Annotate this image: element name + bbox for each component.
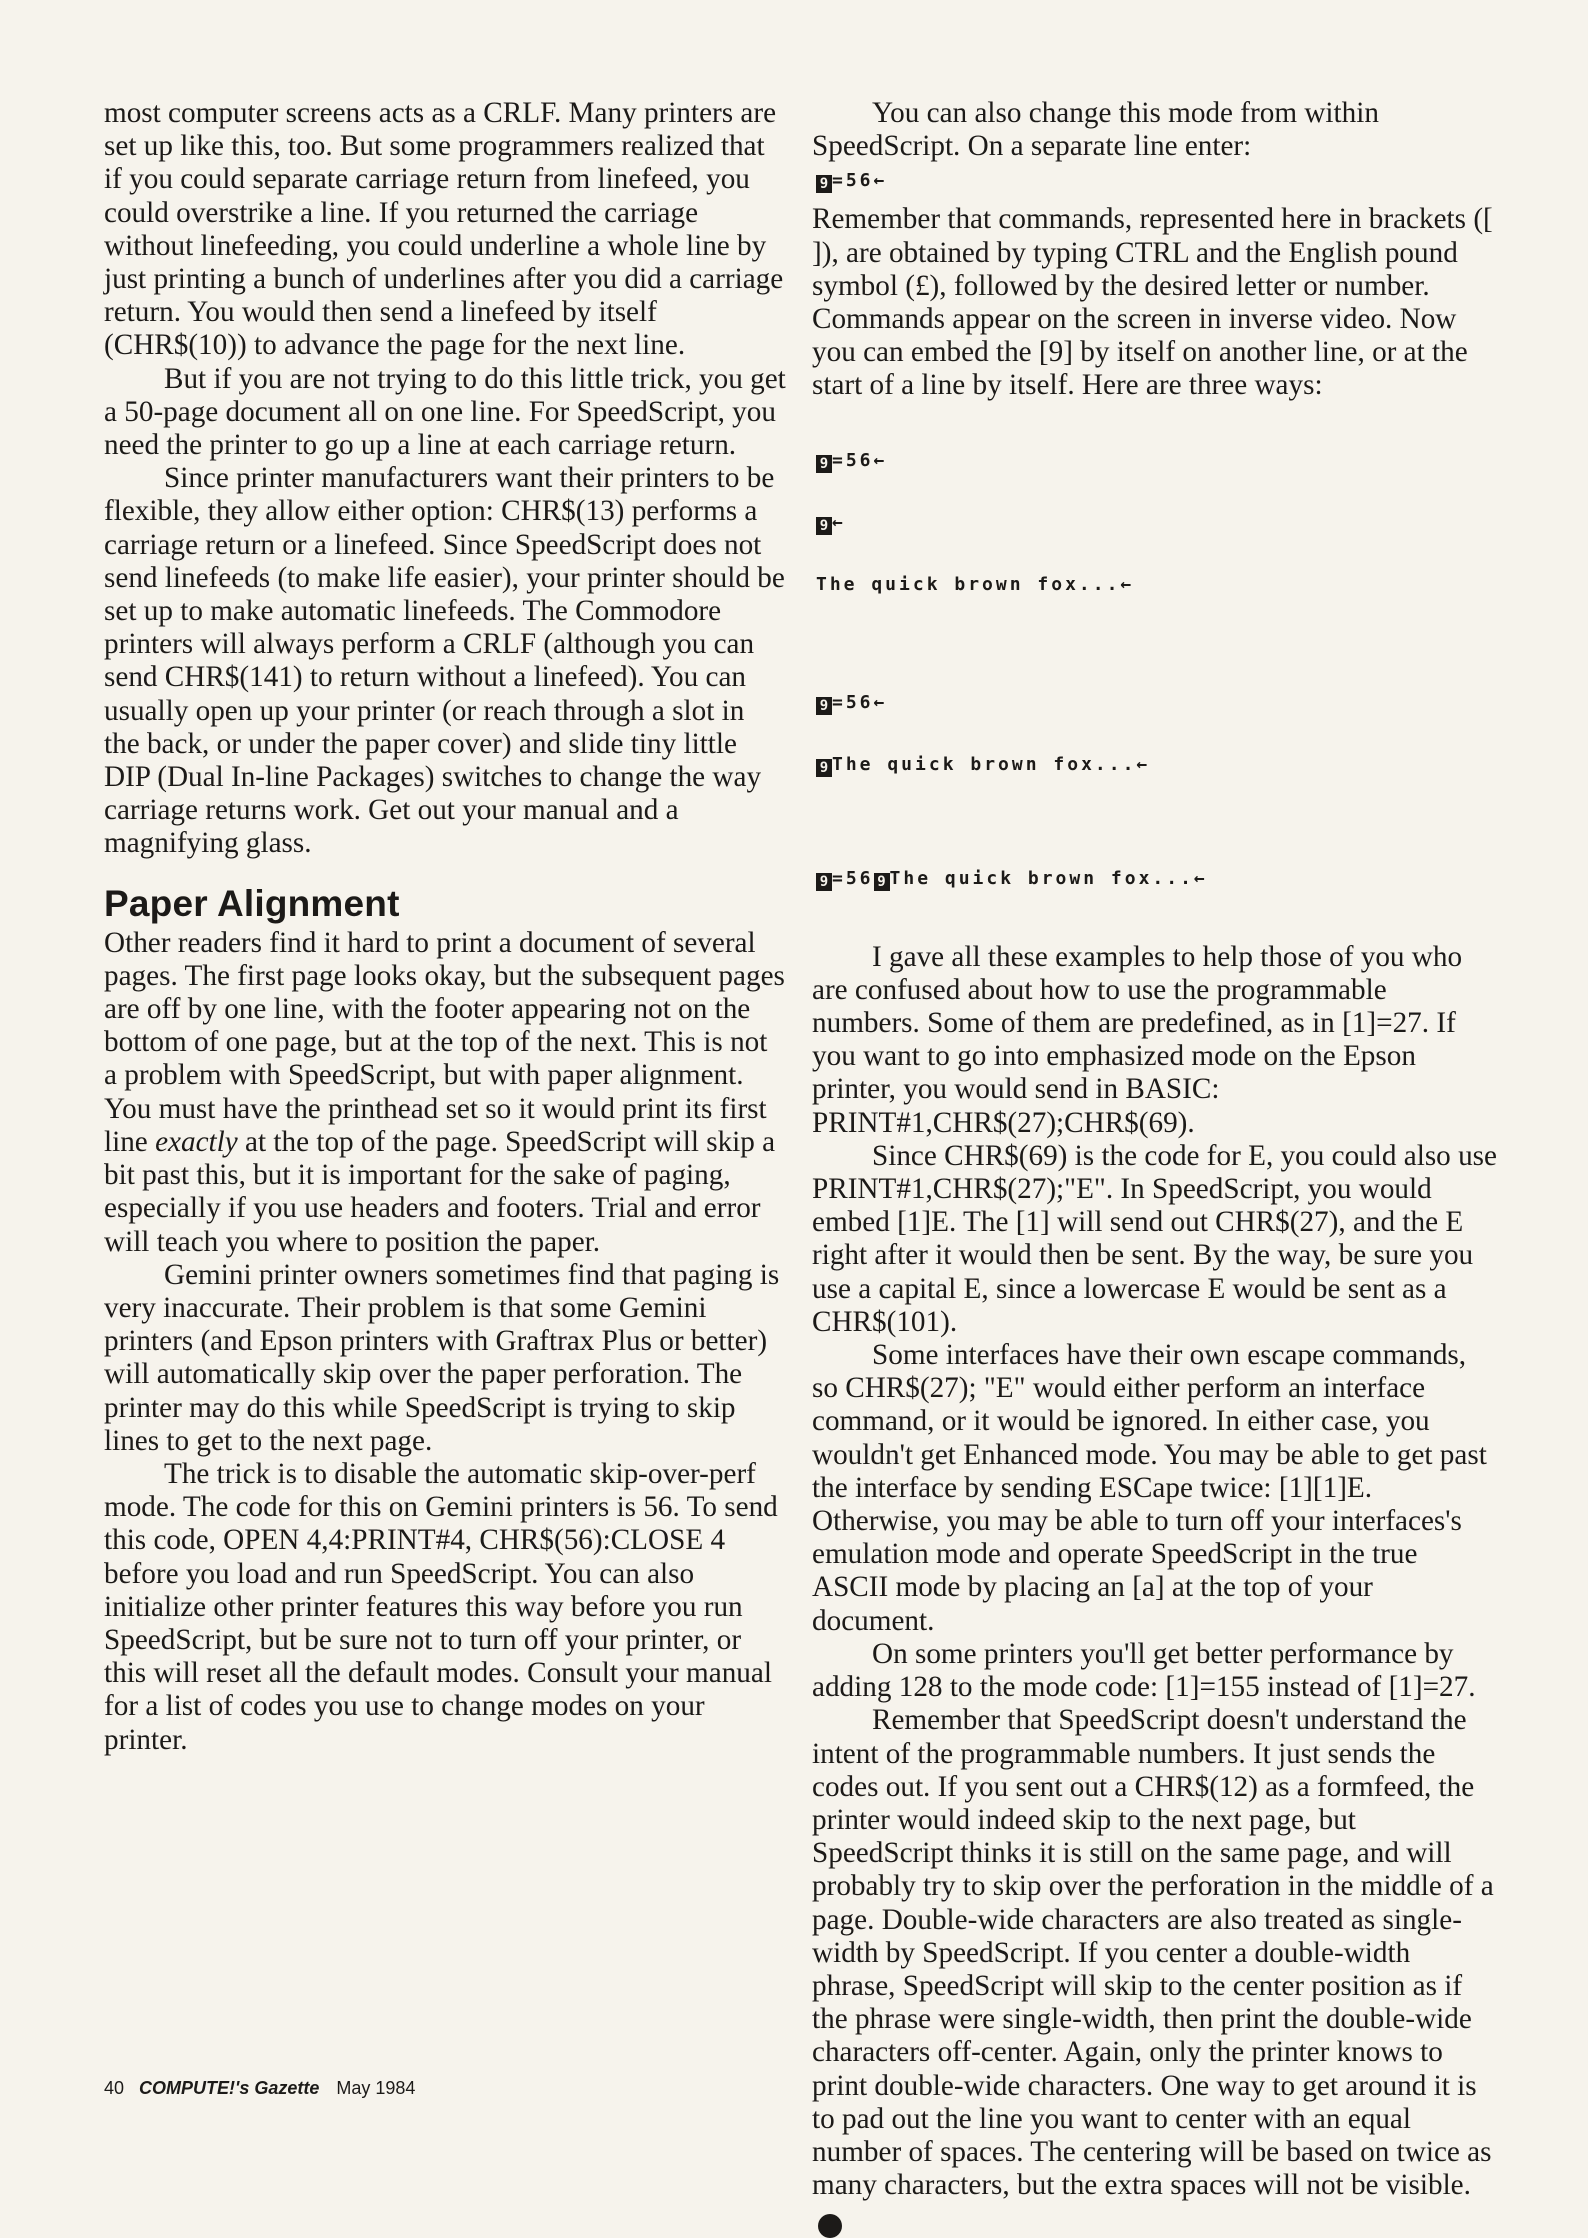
- code-line: [816, 513, 1498, 535]
- inverse-command-glyph: 9: [816, 759, 832, 777]
- p4-text-a: Other readers find it hard to print a document of several pages. The first page looks okay, but the subsequent pages are off by one line, with the footer appearing not on the bottom of one page, but at the top of the next. This is not a problem with SpeedScript, but with paper alignment. You must have the printhead set so it would print its first line: [104, 926, 785, 1158]
- end-mark-icon: G: [818, 2214, 842, 2238]
- code-text: The quick brown fox...←: [832, 753, 1151, 775]
- code-line: [816, 869, 1498, 891]
- right-paragraph-3: I gave all these examples to help those of you who are confused about how to use the programmable numbers. Some of them are predefined, as in [1]=27. If you want to go into emphasized mode on the Epson printer, you would send in BASIC: PRINT#1,CHR$(27);CHR$(69).: [812, 940, 1463, 1139]
- inverse-command-glyph: 9: [816, 175, 832, 193]
- inverse-command-glyph: 9: [816, 455, 832, 473]
- left-paragraph-3: Since printer manufacturers want their printers to be flexible, they allow either option: CHR$(13) performs a carriage return or a linefeed. Since SpeedScript does not send linefeeds (to make life easier), your printer should be set up to make automatic linefeeds. The Commodore printers will always perform a CRLF (although you can send CHR$(141) to return without a linefeed). You can usually open up your printer (or reach through a slot in the back, or under the paper cover) and slide tiny little DIP (Dual In-line Packages) switches to change the way carriage returns work. Get out your manual and a magnifying glass.: [104, 462, 785, 860]
- right-paragraph-1: You can also change this mode from within SpeedScript. On a separate line enter:: [812, 97, 1379, 163]
- page-footer: [104, 2078, 415, 2099]
- inverse-command-glyph: 9: [816, 873, 832, 891]
- right-paragraph-2: Remember that commands, represented here in brackets ([ ]), are obtained by typing CTRL and the English pound symbol (£), followed by the desired letter or number. Commands appear on the screen in inverse video. Now you can embed the [9] by itself on another line, or at the start of a line by itself. Here are three ways:: [812, 203, 1493, 402]
- code-text: =56←: [832, 449, 888, 471]
- p7-text: Remember that SpeedScript doesn't understand the intent of the programmable numbers. It just sends the codes out. If you sent out a CHR$(12) as a formfeed, the printer would indeed skip to the next page, but SpeedScript thinks it is still on the same page, and will probably try to skip over the perforation in the middle of a page. Double-wide characters are also treated as single-width by SpeedScript. If you center a double-width phrase, SpeedScript will skip to the center position as if the phrase were single-width, then print the double-wide characters off-center. Again, only the printer knows to print double-wide characters. One way to get around it is to pad out the line you want to center with an equal number of spaces. The centering will be based on twice as many characters, but the extra spaces will not be visible.: [812, 1704, 1494, 2202]
- right-paragraph-7: [812, 1704, 1498, 2238]
- magazine-name: COMPUTE!'s Gazette: [139, 2078, 320, 2098]
- left-paragraph-5: Gemini printer owners sometimes find that paging is very inaccurate. Their problem is that some Gemini printers (and Epson printers with Graftrax Plus or better) will automatically skip over the paper perforation. The printer may do this while SpeedScript is trying to skip lines to get to the next page.: [104, 1258, 780, 1457]
- inverse-command-glyph: 9: [816, 517, 832, 535]
- page-number: 40: [104, 2078, 125, 2098]
- left-paragraph-1: most computer screens acts as a CRLF. Many printers are set up like this, too. But some programmers realized that if you could separate carriage return from linefeed, you could overstrike a line. If you returned the carriage without linefeeding, you could underline a whole line by just printing a bunch of underlines after you did a carriage return. You would then send a linefeed by itself (CHR$(10)) to advance the page for the next line.: [104, 97, 784, 362]
- right-paragraph-5: Some interfaces have their own escape commands, so CHR$(27); "E" would either perform an interface command, or it would be ignored. In either case, you wouldn't get Enhanced mode. You may be able to get past the interface by sending ESCape twice: [1][1]E. Otherwise, you may be able to turn off your interfaces's emulation mode and operate SpeedScript in the true ASCII mode by placing an [a] at the top of your document.: [812, 1339, 1487, 1637]
- issue-date: May 1984: [336, 2078, 416, 2098]
- code-text: The quick brown fox...←: [889, 867, 1208, 889]
- code-text: =56: [832, 867, 874, 889]
- code-example-mode: [816, 171, 1498, 193]
- code-text: =56←: [832, 691, 888, 713]
- code-line: =56←: [832, 170, 888, 192]
- section-heading: Paper Alignment: [104, 882, 400, 924]
- p4-emphasis: exactly: [155, 1125, 238, 1158]
- left-paragraph-6: The trick is to disable the automatic skip-over-perf mode. The code for this on Gemini printers is 56. To send this code, OPEN 4,4:PRINT#4, CHR$(56):CLOSE 4 before you load and run SpeedScript. You can also initialize other printer features this way before you run SpeedScript, but be sure not to turn off your printer, or this will reset all the default modes. Consult your manual for a list of codes you use to change modes on your printer.: [104, 1457, 778, 1756]
- code-line: [816, 755, 1498, 777]
- right-column: [812, 97, 1498, 2238]
- right-paragraph-4: Since CHR$(69) is the code for E, you could also use PRINT#1,CHR$(27);"E". In SpeedScript, you would embed [1]E. The [1] will send out CHR$(27), and the E right after it would then be sent. By the way, be sure you use a capital E, since a lowercase E would be sent as a CHR$(101).: [812, 1139, 1497, 1338]
- p4-text-b: at the top of the page. SpeedScript will skip a bit past this, but it is important for the sake of paging, especially if you use headers and footers. Trial and error will teach you where to position the paper.: [104, 1125, 776, 1258]
- left-paragraph-2: But if you are not trying to do this little trick, you get a 50-page document all on one line. For SpeedScript, you need the printer to go up a line at each carriage return.: [104, 362, 786, 462]
- code-examples: [816, 411, 1498, 931]
- code-line: [816, 451, 1498, 473]
- right-paragraph-6: On some printers you'll get better performance by adding 128 to the mode code: [1]=155 instead of [1]=27.: [812, 1637, 1476, 1704]
- code-line: The quick brown fox...←: [816, 573, 1135, 595]
- code-text: ←: [832, 511, 846, 533]
- left-paragraph-4: [104, 927, 786, 1259]
- inverse-command-glyph: 9: [816, 697, 832, 715]
- code-line: [816, 693, 1498, 715]
- left-column: [104, 97, 786, 1757]
- inverse-command-glyph: 9: [874, 873, 890, 891]
